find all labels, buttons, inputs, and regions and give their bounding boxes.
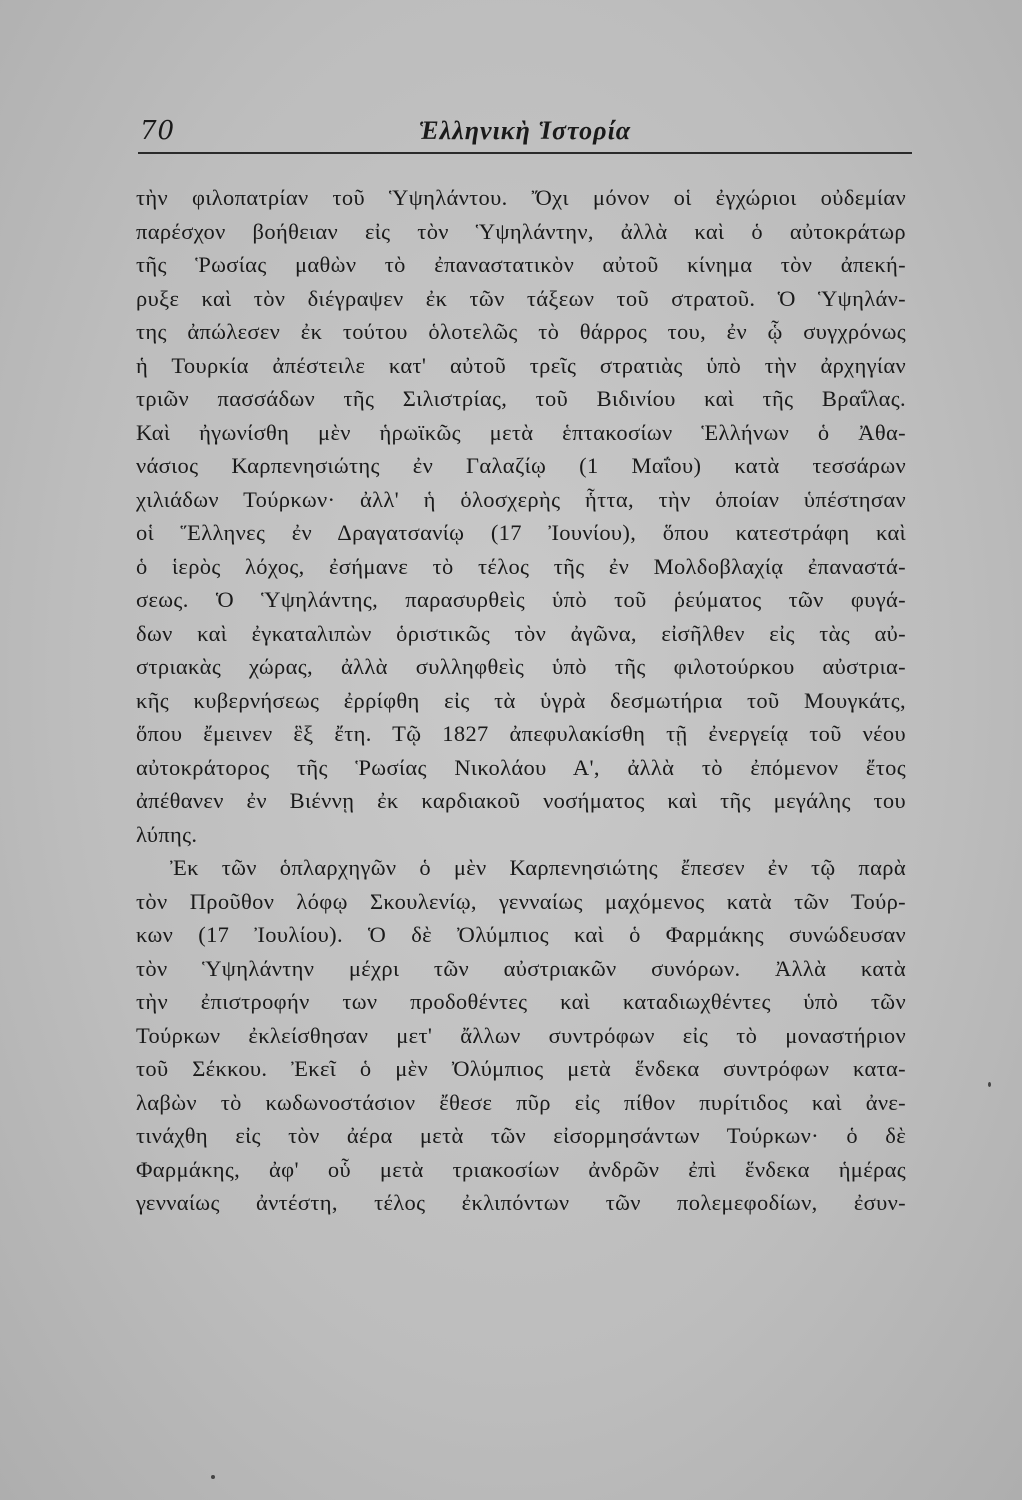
text-line: τριῶν πασσάδων τῆς Σιλιστρίας, τοῦ Βιδινίου καὶ τῆς Βραΐλας. <box>136 386 906 411</box>
running-title: Ἑλληνικὴ Ἱστορία <box>418 116 632 145</box>
text-line: λαβὼν τὸ κωδωνοστάσιον ἔθεσε πῦρ εἰς πίθον πυρίτιδος καὶ ἀνε- <box>136 1089 906 1115</box>
text-line: της ἀπώλεσεν ἐκ τούτου ὁλοτελῶς τὸ θάρρος του, ἐν ᾧ συγχρόνως <box>136 319 906 344</box>
print-speck <box>988 1082 991 1087</box>
text-line: ἀπέθανεν ἐν Βιέννῃ ἐκ καρδιακοῦ νοσήματος καὶ τῆς μεγάλης του <box>136 788 906 813</box>
text-line: δων καὶ ἐγκαταλιπὼν ὁριστικῶς τὸν ἀγῶνα, εἰσῆλθεν εἰς τὰς αὐ- <box>136 620 906 646</box>
text-line: τοῦ Σέκκου. Ἐκεῖ ὁ μὲν Ὀλύμπιος μετὰ ἕνδεκα συντρόφων κατα- <box>136 1056 906 1081</box>
text-line: τὴν ἐπιστροφήν των προδοθέντες καὶ καταδιωχθέντες ὑπὸ τῶν <box>136 989 906 1014</box>
text-line: τῆς Ῥωσίας μαθὼν τὸ ἐπαναστατικὸν αὐτοῦ κίνημα τὸν ἀπεκή- <box>136 252 906 277</box>
text-line: τὸν Ὑψηλάντην μέχρι τῶν αὐστριακῶν συνόρων. Ἀλλὰ κατὰ <box>136 955 906 981</box>
body-text <box>136 181 906 1220</box>
text-line: λύπης. <box>136 821 198 847</box>
text-line: Φαρμάκης, ἀφ' οὗ μετὰ τριακοσίων ἀνδρῶν ἐπὶ ἕνδεκα ἡμέρας <box>136 1156 906 1182</box>
text-line: παρέσχον βοήθειαν εἰς τὸν Ὑψηλάντην, ἀλλὰ καὶ ὁ αὐτοκράτωρ <box>136 218 906 244</box>
text-line: ὁ ἱερὸς λόχος, ἐσήμανε τὸ τέλος τῆς ἐν Μολδοβλαχίᾳ ἐπαναστά- <box>136 553 906 579</box>
text-line: ὅπου ἔμεινεν ἓξ ἔτη. Τῷ 1827 ἀπεφυλακίσθη τῇ ἐνεργείᾳ τοῦ νέου <box>136 721 906 746</box>
text-line: Ἐκ τῶν ὁπλαρχηγῶν ὁ μὲν Καρπενησιώτης ἔπεσεν ἐν τῷ παρὰ <box>170 855 906 880</box>
text-line: χιλιάδων Τούρκων· ἀλλ' ἡ ὁλοσχερὴς ἧττα, τὴν ὁποίαν ὑπέστησαν <box>136 486 906 512</box>
text-line: ἡ Τουρκία ἀπέστειλε κατ' αὐτοῦ τρεῖς στρατιὰς ὑπὸ τὴν ἀρχηγίαν <box>136 352 906 378</box>
text-line: ρυξε καὶ τὸν διέγραψεν ἐκ τῶν τάξεων τοῦ στρατοῦ. Ὁ Ὑψηλάν- <box>136 285 906 311</box>
text-line: Καὶ ἠγωνίσθη μὲν ἡρωϊκῶς μετὰ ἑπτακοσίων Ἑλλήνων ὁ Ἀθα- <box>136 419 906 445</box>
text-line: τὴν φιλοπατρίαν τοῦ Ὑψηλάντου. Ὄχι μόνον οἱ ἐγχώριοι οὐδεμίαν <box>136 185 906 210</box>
text-line: κων (17 Ἰουλίου). Ὁ δὲ Ὀλύμπιος καὶ ὁ Φαρμάκης συνώδευσαν <box>136 922 906 947</box>
text-line: τινάχθη εἰς τὸν ἀέρα μετὰ τῶν εἰσορμησάντων Τούρκων· ὁ δὲ <box>136 1123 906 1148</box>
page-header <box>138 112 912 154</box>
text-line: οἱ Ἕλληνες ἐν Δραγατσανίῳ (17 Ἰουνίου), ὅπου κατεστράφη καὶ <box>136 520 906 545</box>
text-line: Τούρκων ἐκλείσθησαν μετ' ἄλλων συντρόφων εἰς τὸ μοναστήριον <box>136 1022 906 1048</box>
text-line: κῆς κυβερνήσεως ἐρρίφθη εἰς τὰ ὑγρὰ δεσμωτήρια τοῦ Μουγκάτς, <box>136 687 906 713</box>
text-line: νάσιος Καρπενησιώτης ἐν Γαλαζίῳ (1 Μαΐου) κατὰ τεσσάρων <box>136 453 906 478</box>
page-number: 70 <box>140 116 176 146</box>
text-line: στριακὰς χώρας, ἀλλὰ συλληφθεὶς ὑπὸ τῆς φιλοτούρκου αὐστρια- <box>136 654 906 679</box>
print-speck <box>211 1475 215 1479</box>
text-line: τὸν Προῦθον λόφῳ Σκουλενίῳ, γενναίως μαχόμενος κατὰ τῶν Τούρ- <box>136 888 906 914</box>
text-line: σεως. Ὁ Ὑψηλάντης, παρασυρθεὶς ὑπὸ τοῦ ῥεύματος τῶν φυγά- <box>136 587 906 612</box>
text-line: γενναίως ἀντέστη, τέλος ἐκλιπόντων τῶν πολεμεφοδίων, ἐσυν- <box>136 1190 906 1215</box>
text-line: αὐτοκράτορος τῆς Ῥωσίας Νικολάου Α', ἀλλὰ τὸ ἐπόμενον ἔτος <box>136 754 906 780</box>
